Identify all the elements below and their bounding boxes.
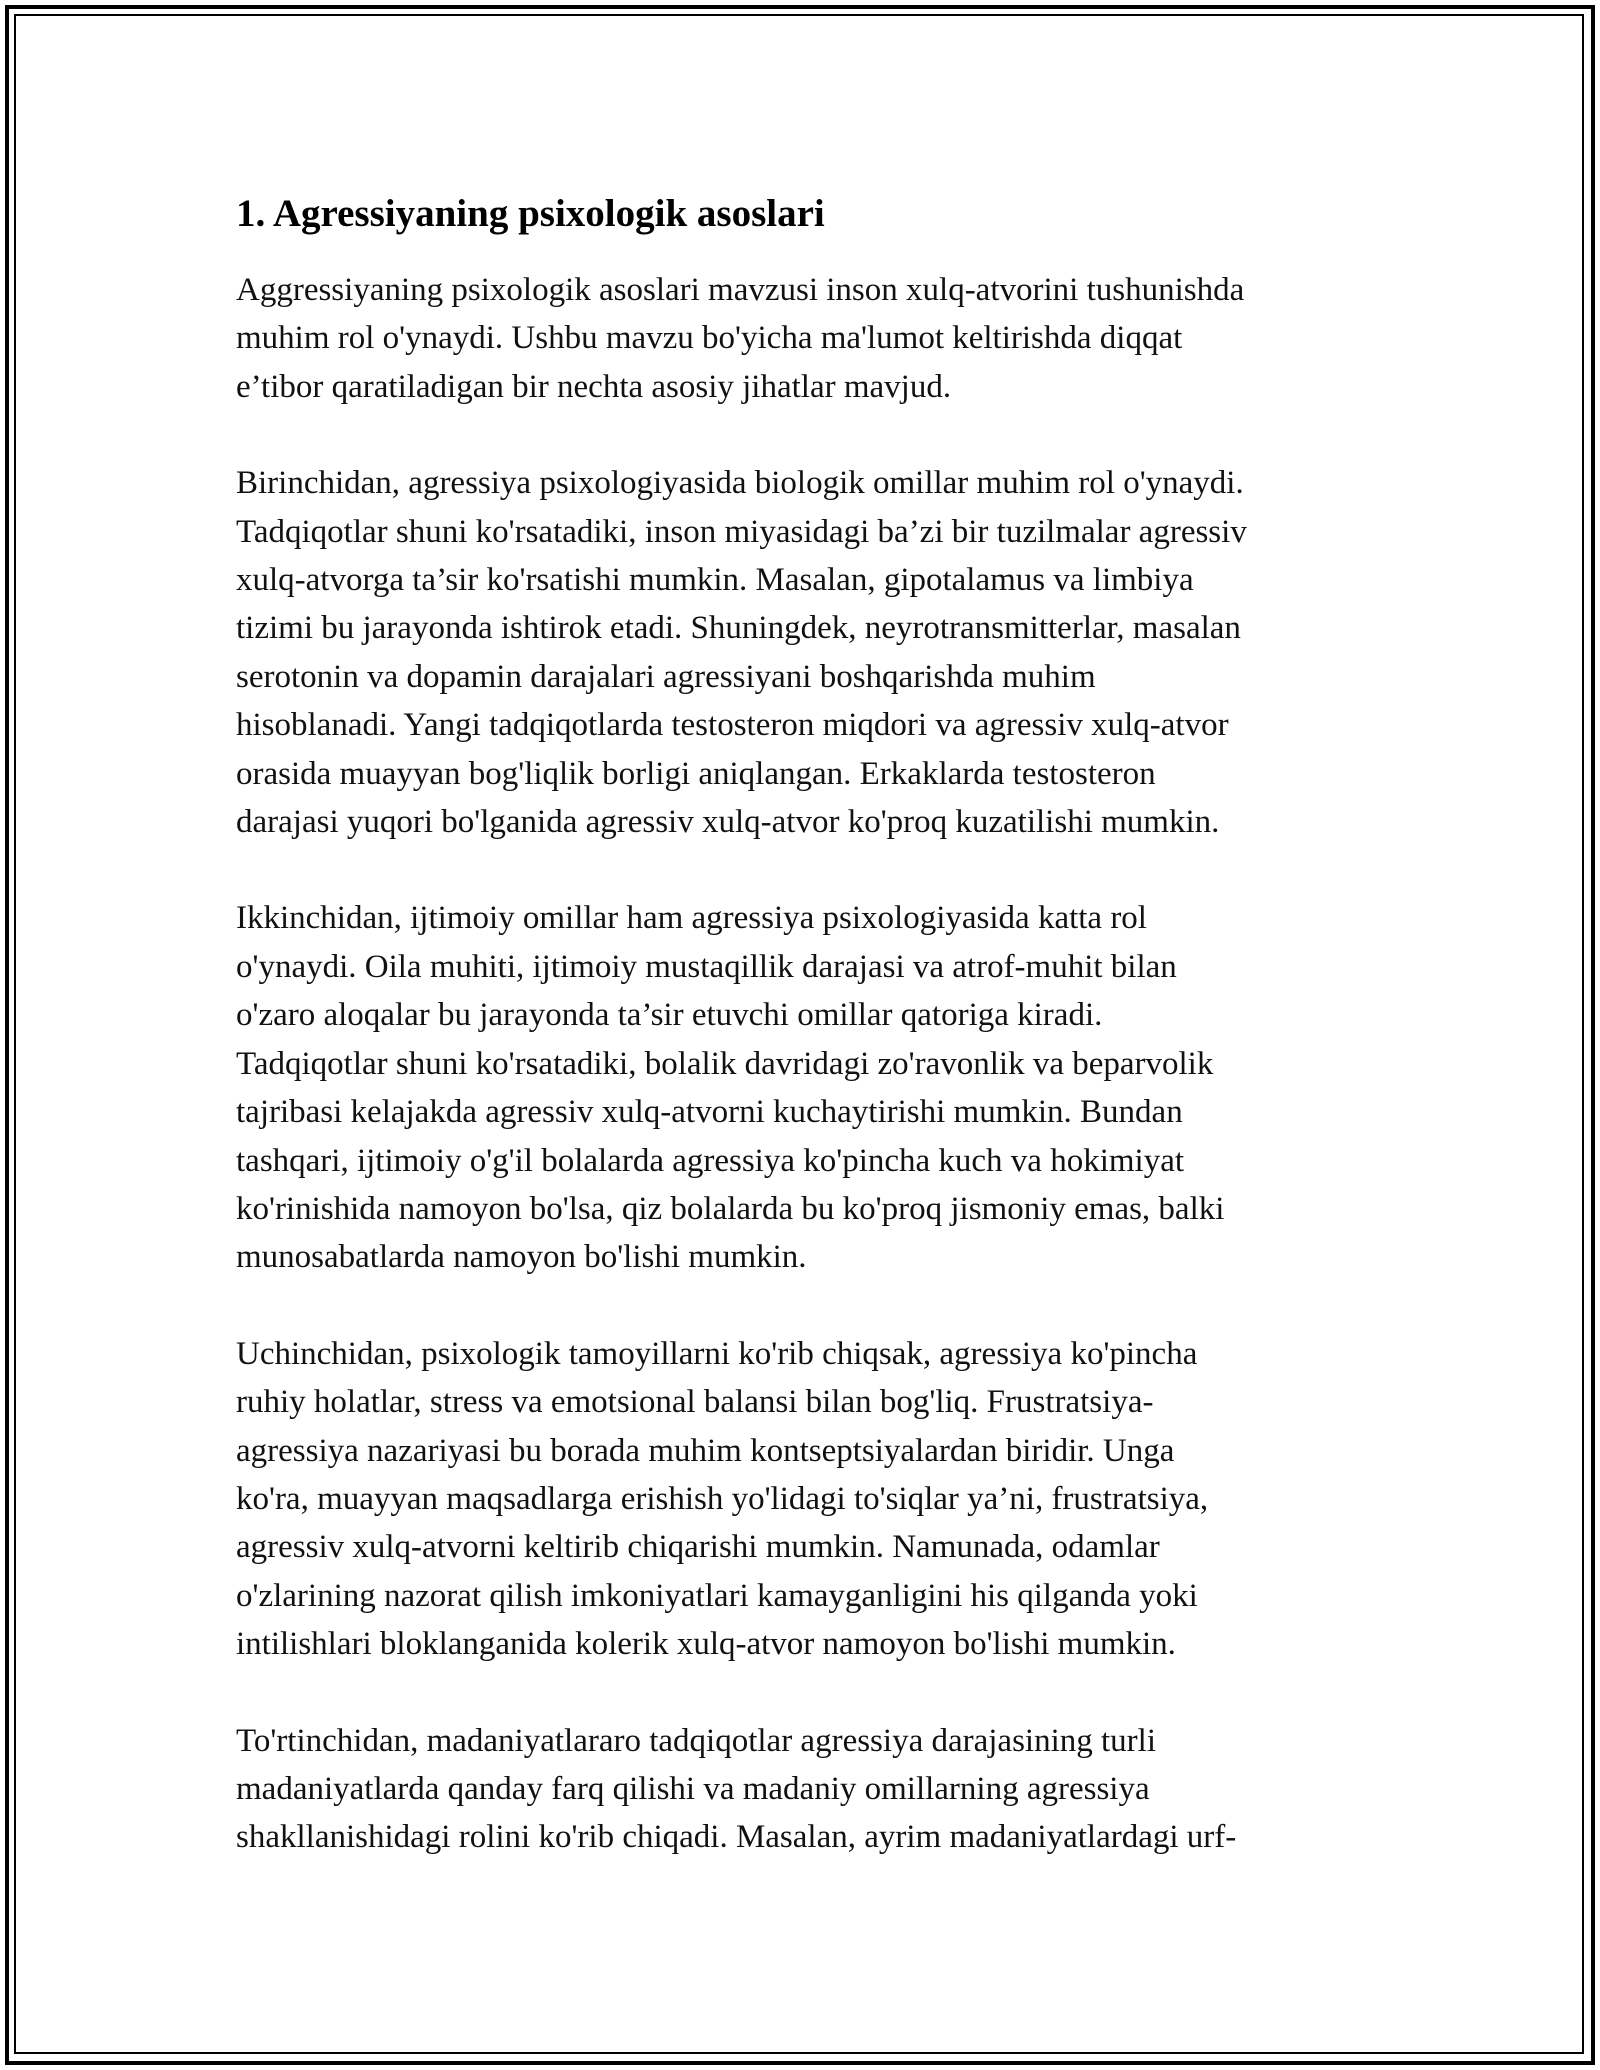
paragraph-social-factors: Ikkinchidan, ijtimoiy omillar ham agressiya psixologiyasida katta rol o'ynaydi. Oila muhiti, ijtimoiy mustaqillik darajasi va atrof-muhit bilan o'zaro aloqalar bu jarayonda ta’sir etuvchi omillar qatoriga kiradi. Tadqiqotlar shuni ko'rsatadiki, bolalik davridagi zo'ravonlik va beparvolik tajribasi kelajakda agressiv xulq-atvorni kuchaytirishi mumkin. Bundan tashqari, ijtimoiy o'g'il bolalarda agressiya ko'pincha kuch va hokimiyat ko'rinishida namoyon bo'lsa, qiz bolalarda bu ko'proq jismoniy emas, balki munosabatlarda namoyon bo'lishi mumkin. [236,900,1225,1276]
section-heading: 1. Agressiyaning psixologik asoslari [236,192,825,235]
paragraph-introduction: Aggressiyaning psixologik asoslari mavzusi inson xulq-atvorini tushunishda muhim rol o'ynaydi. Ushbu mavzu bo'yicha ma'lumot keltirishda diqqat e’tibor qaratiladigan bir nechta asosiy jihatlar mavjud. [236,272,1245,405]
paragraph-cross-cultural: To'rtinchidan, madaniyatlararo tadqiqotlar agressiya darajasining turli madaniyatlarda qanday farq qilishi va madaniy omillarning agressiya shakllanishidagi rolini ko'rib chiqadi. Masalan, ayrim madaniyatlardagi urf- [236,1722,1237,1856]
paragraph-psychological-principles: Uchinchidan, psixologik tamoyillarni ko'rib chiqsak, agressiya ko'pincha ruhiy holatlar, stress va emotsional balansi bilan bog'liq. Frustratsiya- agressiya nazariyasi bu borada muhim kontseptsiyalardan biridir. Unga ko'ra, muayyan maqsadlarga erishish yo'lidagi to'siqlar ya’ni, frustratsiya, agressiv xulq-atvorni keltirib chiqarishi mumkin. Namunada, odamlar o'zlarining nazorat qilish imkoniyatlari kamayganligini his qilganda yoki intilishlari bloklanganida kolerik xulq-atvor namoyon bo'lishi mumkin. [236,1335,1209,1663]
paragraph-biological-factors: Birinchidan, agressiya psixologiyasida biologik omillar muhim rol o'ynaydi. Tadqiqotlar shuni ko'rsatadiki, inson miyasidagi ba’zi bir tuzilmalar agressiv xulq-atvorga ta’sir ko'rsatishi mumkin. Masalan, gipotalamus va limbiya tizimi bu jarayonda ishtirok etadi. Shuningdek, neyrotransmitterlar, masalan serotonin va dopamin darajalari agressiyani boshqarishda muhim hisoblanadi. Yangi tadqiqotlarda testosteron miqdori va agressiv xulq-atvor orasida muayyan bog'liqlik borligi aniqlangan. Erkaklarda testosteron darajasi yuqori bo'lganida agressiv xulq-atvor ko'proq kuzatilishi mumkin. [236,465,1247,841]
document-body [236,188,1376,1910]
